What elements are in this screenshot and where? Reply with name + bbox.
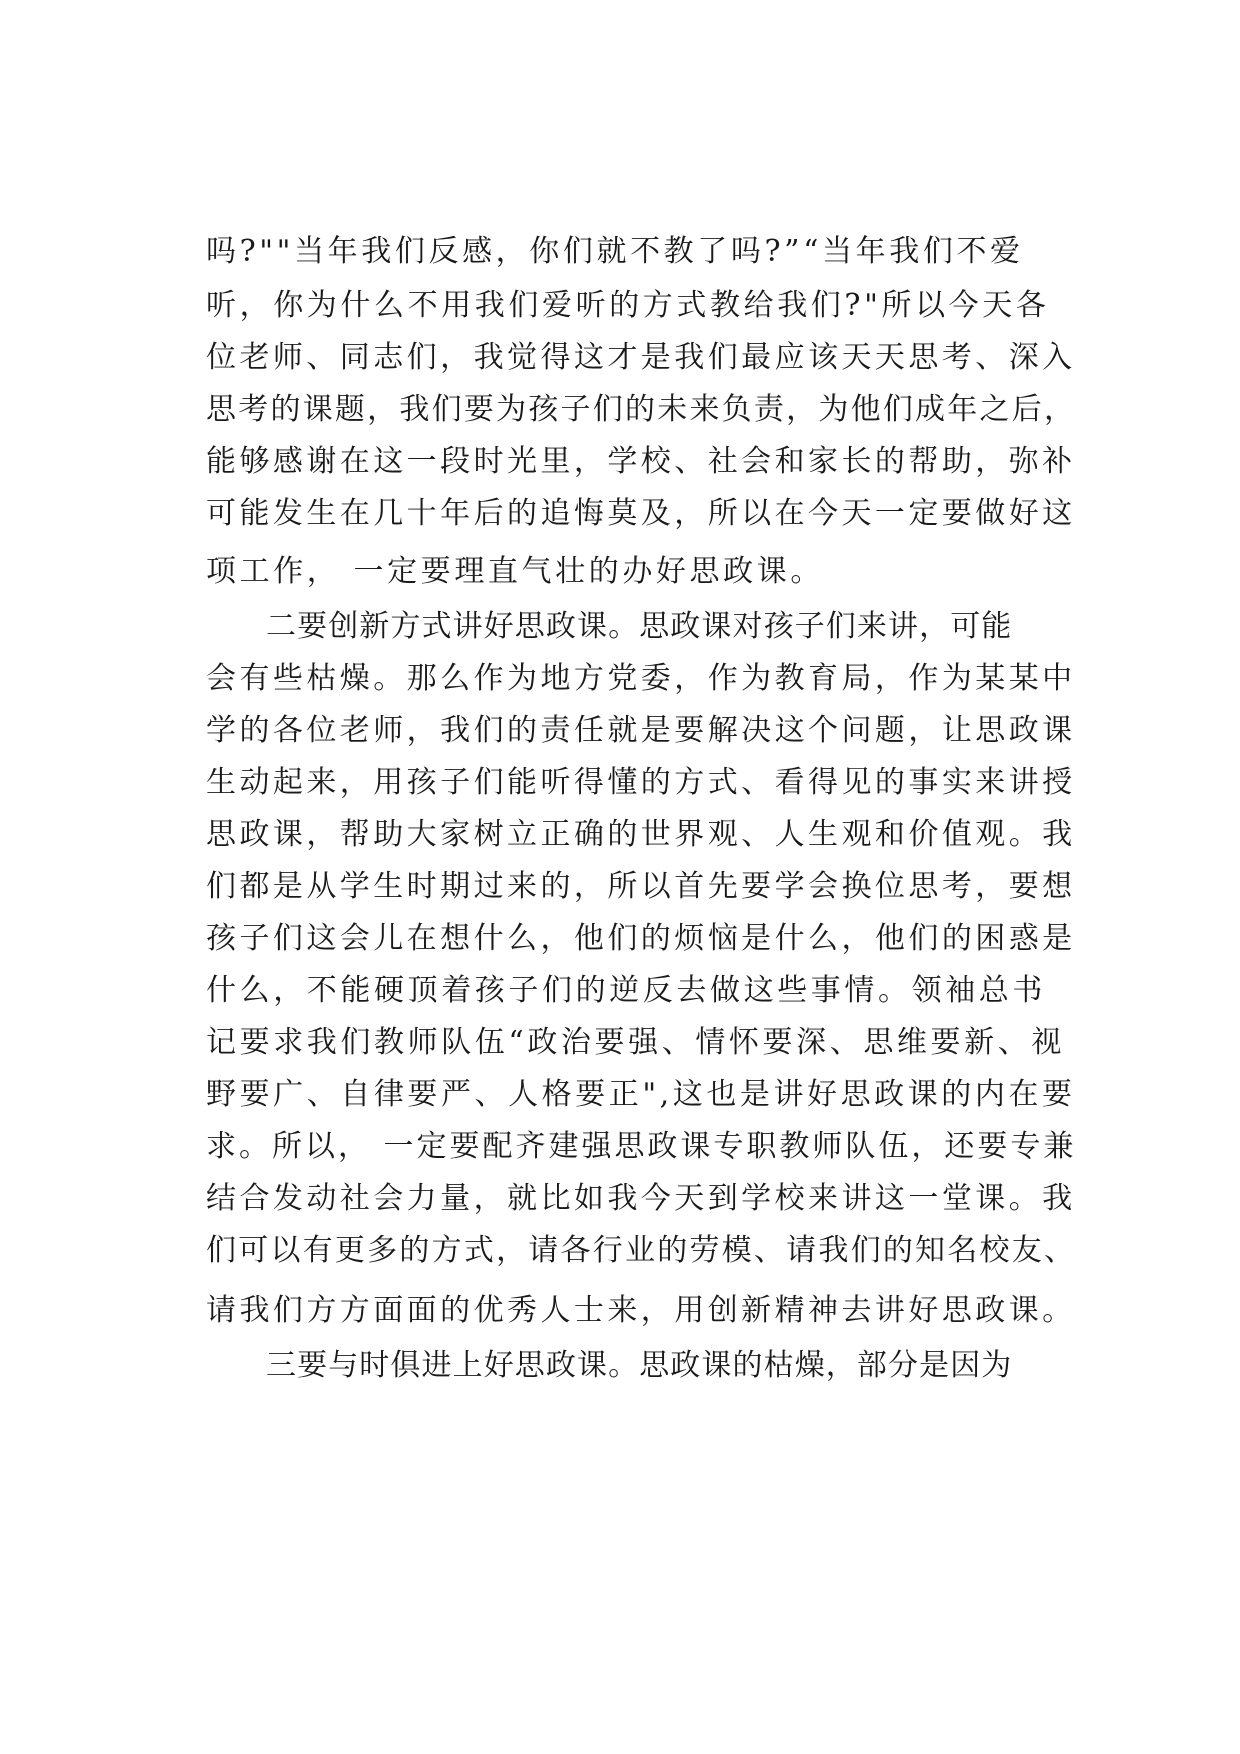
text-line: 记要求我们教师队伍“政治要强、情怀要深、思维要新、视 — [206, 1025, 1065, 1060]
text-line: 学的各位老师，我们的责任就是要解决这个问题，让思政课 — [206, 713, 1076, 748]
text-line: 思考的课题，我们要为孩子们的未来负责，为他们成年之后， — [206, 392, 1077, 427]
text-line: 们可以有更多的方式，请各行业的劳模、请我们的知名校友、 — [206, 1233, 1077, 1268]
text-line: 会有些枯燥。那么作为地方党委，作为教育局，作为某某中 — [206, 661, 1076, 696]
paragraph-start-line: 二要创新方式讲好思政课。思政课对孩子们来讲，可能 — [266, 609, 1013, 644]
text-line: 位老师、同志们，我觉得这才是我们最应该天天思考、深入 — [206, 340, 1076, 375]
text-line: 野要广、自律要严、人格要正",这也是讲好思政课的内在要 — [206, 1077, 1076, 1112]
text-line: 结合发动社会力量，就比如我今天到学校来讲这一堂课。我 — [206, 1181, 1076, 1216]
text-line: 听，你为什么不用我们爱听的方式教给我们?"所以今天各 — [206, 288, 1050, 323]
text-line: 孩子们这会儿在想什么，他们的烦恼是什么，他们的困惑是 — [206, 921, 1076, 956]
text-line: 什么，不能硬顶着孩子们的逆反去做这些事情。领袖总书 — [206, 973, 1046, 1008]
text-line: 项工作， 一定要理直气壮的办好思政课。 — [206, 554, 824, 589]
text-line: 求。所以， 一定要配齐建强思政课专职教师队伍，还要专兼 — [206, 1129, 1077, 1164]
text-line: 吗?""当年我们反感，你们就不教了吗?”“当年我们不爱 — [206, 234, 1024, 269]
paragraph-start-line: 三要与时俱进上好思政课。思政课的枯燥，部分是因为 — [266, 1348, 1013, 1383]
text-line: 请我们方方面面的优秀人士来，用创新精神去讲好思政课。 — [206, 1293, 1076, 1328]
text-line: 们都是从学生时期过来的，所以首先要学会换位思考，要想 — [206, 869, 1076, 904]
text-line: 能够感谢在这一段时光里，学校、社会和家长的帮助，弥补 — [206, 444, 1076, 479]
text-line: 生动起来，用孩子们能听得懂的方式、看得见的事实来讲授 — [206, 765, 1076, 800]
text-line: 可能发生在几十年后的追悔莫及，所以在今天一定要做好这 — [206, 496, 1076, 531]
text-line: 思政课，帮助大家树立正确的世界观、人生观和价值观。我 — [206, 817, 1076, 852]
